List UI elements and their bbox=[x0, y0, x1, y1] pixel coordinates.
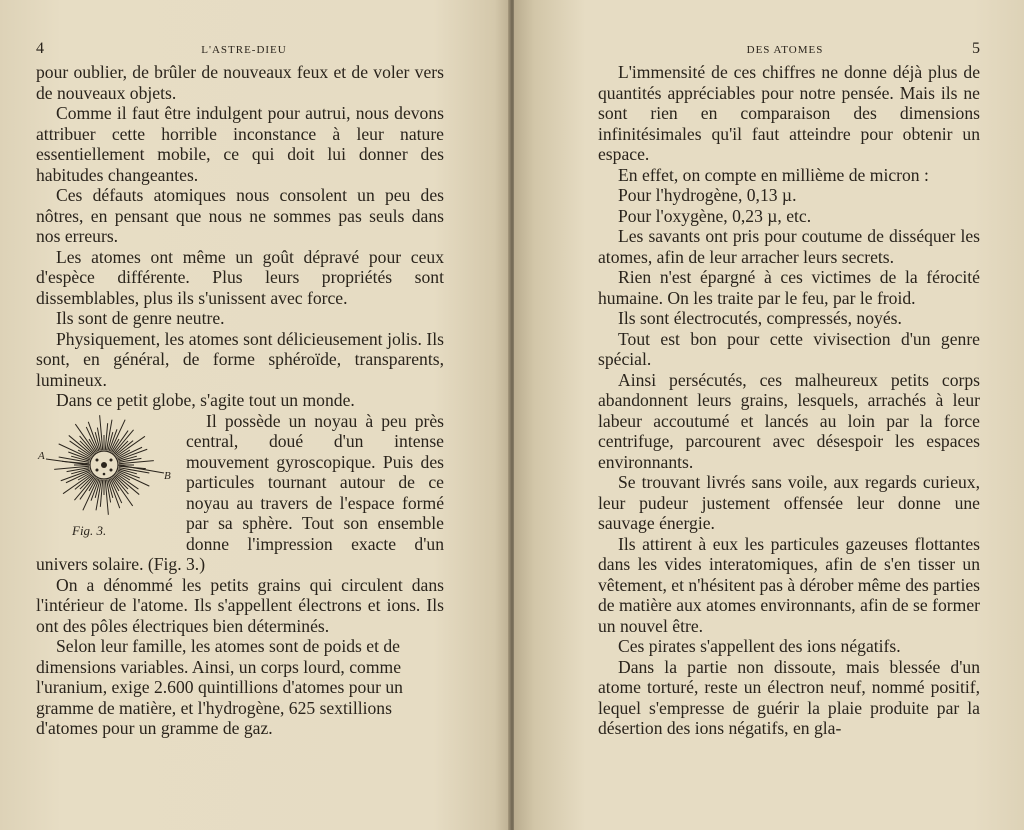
atom-ray bbox=[63, 473, 92, 493]
paragraph: Selon leur famille, les atomes sont de poids et de dimensions variables. Ainsi, un corps lourd, comme l'uranium, exige 2.600 quintillions d'atomes pour un gramme de matière, et l'hydrogène, 625 sextillions d'atomes pour un gramme de gaz. bbox=[36, 636, 403, 738]
left-page-number: 4 bbox=[36, 40, 44, 57]
paragraph: Dans ce petit globe, s'agite tout un monde. bbox=[56, 390, 355, 410]
figure-block bbox=[36, 411, 444, 575]
paragraph: Pour l'oxygène, 0,23 µ, etc. bbox=[618, 205, 812, 226]
right-page bbox=[514, 0, 1024, 830]
paragraph: On a dénommé les petits grains qui circulent dans l'intérieur de l'atome. Ils s'appellent électrons et ions. Ils ont des pôles électriques bien déterminés. bbox=[36, 574, 444, 636]
paragraph: Ils sont électrocutés, compressés, noyés. bbox=[618, 308, 902, 328]
paragraph: Rien n'est épargné à ces victimes de la férocité humaine. On les traite par le feu, par le froid. bbox=[598, 267, 980, 308]
paragraph: Ainsi persécutés, ces malheureux petits corps abandonnent leurs grains, lesquels, arrachés à leur labeur accoutumé et lancés au loin par la force centrifuge, parcourent avec désespoir les espaces environnants. bbox=[598, 369, 980, 472]
figure-label-b: B bbox=[164, 469, 171, 482]
atom-figure bbox=[36, 413, 186, 538]
paragraph: L'immensité de ces chiffres ne donne déjà plus de quantités appréciables pour notre pensée. Mais ils ne sont rien en comparaison des dimensions infinitésimales qu'il faut atteindre pour obtenir un espace. bbox=[598, 62, 980, 164]
paragraph: Les savants ont pris pour coutume de disséquer les atomes, afin de leur arracher leurs secrets. bbox=[598, 226, 980, 267]
paragraph: Tout est bon pour cette vivisection d'un genre spécial. bbox=[598, 328, 980, 369]
paragraph: Les atomes ont même un goût dépravé pour ceux d'espèce différente. Plus leurs propriétés sont dissemblables, plus ils s'unissent avec force. bbox=[36, 246, 444, 308]
atom-illustration bbox=[36, 413, 186, 523]
paragraph: Ils sont de genre neutre. bbox=[56, 308, 225, 328]
paragraph: Physiquement, les atomes sont délicieusement jolis. Ils sont, en général, de forme sphéroïde, transparents, lumineux. bbox=[36, 328, 444, 390]
right-page-text bbox=[598, 62, 980, 739]
atom-ray bbox=[115, 474, 139, 494]
paragraph: pour oublier, de brûler de nouveaux feux et de voler vers de nouveaux objets. bbox=[36, 62, 444, 103]
right-page-number: 5 bbox=[972, 40, 980, 57]
left-running-head bbox=[36, 40, 444, 62]
atom-ray bbox=[74, 476, 94, 500]
left-page-text bbox=[36, 62, 444, 739]
paragraph: Ces pirates s'appellent des ions négatifs. bbox=[618, 636, 901, 656]
paragraph: Comme il faut être indulgent pour autrui, nous devons attribuer cette horrible inconstance à leur nature essentiellement mobile, ce qui doit lui donner des habitudes changeantes. bbox=[36, 103, 444, 185]
right-running-title: DES ATOMES bbox=[746, 44, 824, 56]
paragraph: Ils attirent à eux les particules gazeuses flottantes dans les vides interatomiques, afin de s'en tisser un vêtement, et n'hésitent pas à dérober même des parties de matière aux atomes environnants, afin de se former un nouvel être. bbox=[598, 533, 980, 636]
figure-label-a: A bbox=[38, 449, 45, 462]
left-page bbox=[0, 0, 510, 830]
atom-ray bbox=[75, 424, 95, 453]
atom-ray bbox=[69, 435, 93, 455]
figure-caption: Fig. 3. bbox=[72, 522, 107, 538]
paragraph: Se trouvant livrés sans voile, aux regards curieux, leur pudeur justement offensée leur donne une sauvage énergie. bbox=[598, 472, 980, 533]
atom-ray bbox=[114, 429, 134, 453]
paragraph: Dans la partie non dissoute, mais blessée d'un atome torturé, reste un électron neuf, nommé positif, lequel s'empresse de guérir la plaie produite par la désertion des ions négatifs, en gla- bbox=[598, 656, 980, 738]
left-running-title: L'ASTRE-DIEU bbox=[201, 44, 287, 56]
atom-ray bbox=[116, 436, 145, 456]
paragraph: Pour l'hydrogène, 0,13 µ. bbox=[618, 185, 797, 205]
paragraph: En effet, on compte en millième de micron : bbox=[618, 164, 929, 185]
right-running-head bbox=[598, 40, 980, 62]
atom-ray bbox=[113, 477, 133, 506]
paragraph: Ces défauts atomiques nous consolent un peu des nôtres, en pensant que nous ne sommes pas seuls dans nos erreurs. bbox=[36, 185, 444, 246]
figure-paragraph: Il possède un noyau à peu près central, doué d'un intense mouvement gyroscopique. Puis des particules tournant autour de ce noyau au travers de l'espace formé par sa sphère. Tout son ensemble donne l'impression exacte d'un univers solaire. (Fig. 3.) bbox=[36, 410, 444, 574]
